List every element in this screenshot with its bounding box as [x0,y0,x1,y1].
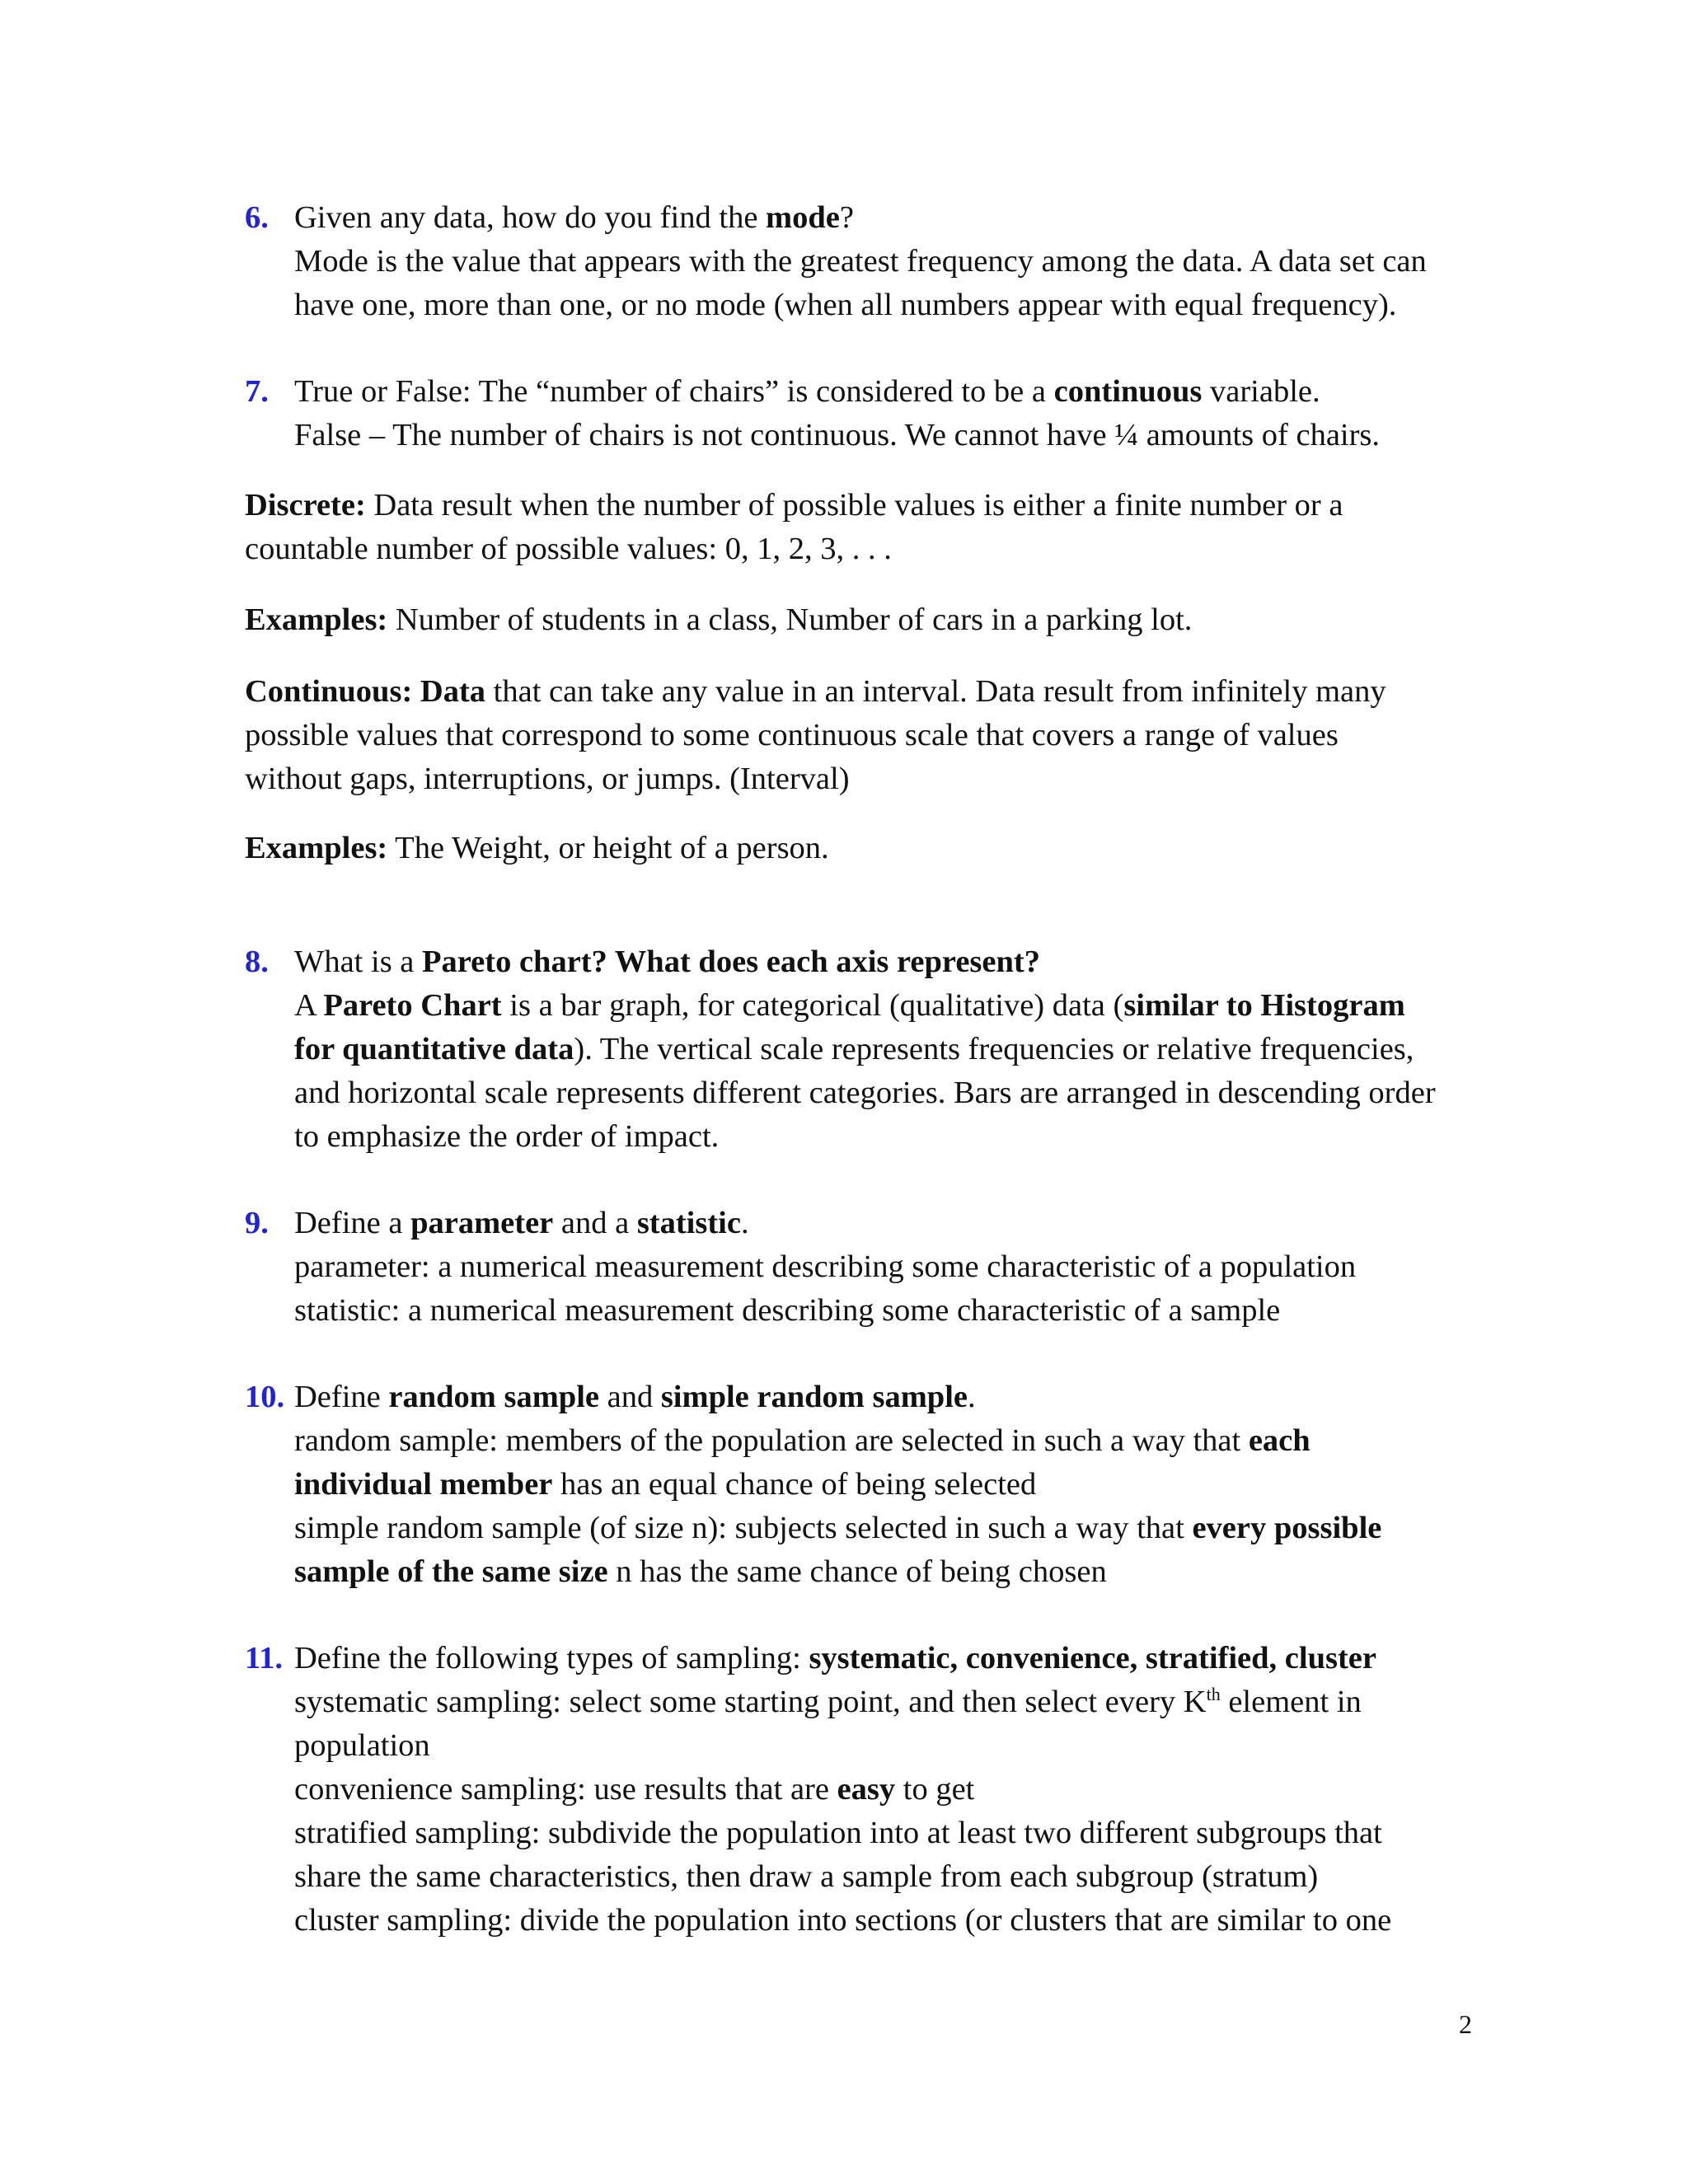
question-9-prompt: 9. Define a parameter and a statistic. [245,1202,1531,1245]
question-10 [245,1376,1531,1594]
question-number: 11. [245,1641,284,1675]
term-label: Continuous: Data [245,674,486,709]
question-7 [245,370,1531,457]
answer-line: and horizontal scale represents different categories. Bars are arranged in descending order [294,1076,1436,1110]
answer-line: to emphasize the order of impact. [294,1119,720,1154]
answer-line: cluster sampling: divide the population into sections (or clusters that are similar to one [294,1903,1392,1938]
answer-line: individual member has an equal chance of being selected [294,1467,1037,1502]
question-number: 6. [245,200,269,235]
question-6-prompt: 6. Given any data, how do you find the mode? [245,196,1531,240]
answer-line: simple random sample (of size n): subjects selected in such a way that every possible [294,1511,1382,1545]
answer-line: for quantitative data). The vertical scale represents frequencies or relative frequencies, [294,1032,1414,1066]
answer-line: systematic sampling: select some starting point, and then select every $K^{th}$ element in [294,1684,1362,1719]
continuous-examples: Examples: The Weight, or height of a person. [245,831,829,865]
answer-line: False – The number of chairs is not continuous. We cannot have ¼ amounts of chairs. [294,418,1381,452]
answer-line: Mode is the value that appears with the greatest frequency among the data. A data set can [294,244,1427,279]
answer-line: A Pareto Chart is a bar graph, for categorical (qualitative) data (similar to Histogram [294,988,1405,1023]
question-8-prompt: 8. What is a Pareto chart? What does each axis represent? [245,940,1531,984]
question-number: 7. [245,374,269,409]
answer-line: sample of the same size n has the same chance of being chosen [294,1554,1107,1589]
question-number: 8. [245,944,269,979]
question-11-prompt: 11. Define the following types of sampling: systematic, convenience, stratified, cluster [245,1637,1531,1680]
question-10-prompt: 10. Define random sample and simple random sample. [245,1376,1531,1419]
question-11 [245,1637,1531,1943]
term-label: Examples: [245,602,388,637]
question-7-prompt: 7. True or False: The “number of chairs” is considered to be a continuous variable. [245,370,1531,414]
answer-line: stratified sampling: subdivide the population into at least two different subgroups that [294,1816,1382,1850]
page-number: 2 [1459,2009,1472,2039]
answer-line: share the same characteristics, then draw a sample from each subgroup (stratum) [294,1859,1319,1894]
answer-line: random sample: members of the population are selected in such a way that each [294,1423,1311,1458]
question-9 [245,1202,1531,1333]
question-number: 10. [245,1380,285,1414]
term-label: Discrete: [245,488,366,523]
answer-line: statistic: a numerical measurement describing some characteristic of a sample [294,1293,1281,1328]
discrete-examples: Examples: Number of students in a class, Number of cars in a parking lot. [245,602,1193,637]
question-8 [245,940,1531,1159]
answer-line: population [294,1728,430,1763]
discrete-definition: Discrete: Data result when the number of possible values is either a finite number or a countable number of possible values: 0, 1, 2, 3, . . . [245,488,1343,566]
answer-line: convenience sampling: use results that are easy to get [294,1772,975,1807]
term-label: Examples: [245,831,388,865]
answer-line: parameter: a numerical measurement describing some characteristic of a population [294,1249,1357,1284]
answer-line: have one, more than one, or no mode (when all numbers appear with equal frequency). [294,288,1397,322]
question-number: 9. [245,1206,269,1240]
question-6 [245,196,1531,327]
continuous-definition: Continuous: Data that can take any value in an interval. Data result from infinitely many possible values that correspond to some continuous scale that covers a range of values without gaps, interruptions, or jumps. (Interval) [245,674,1386,796]
